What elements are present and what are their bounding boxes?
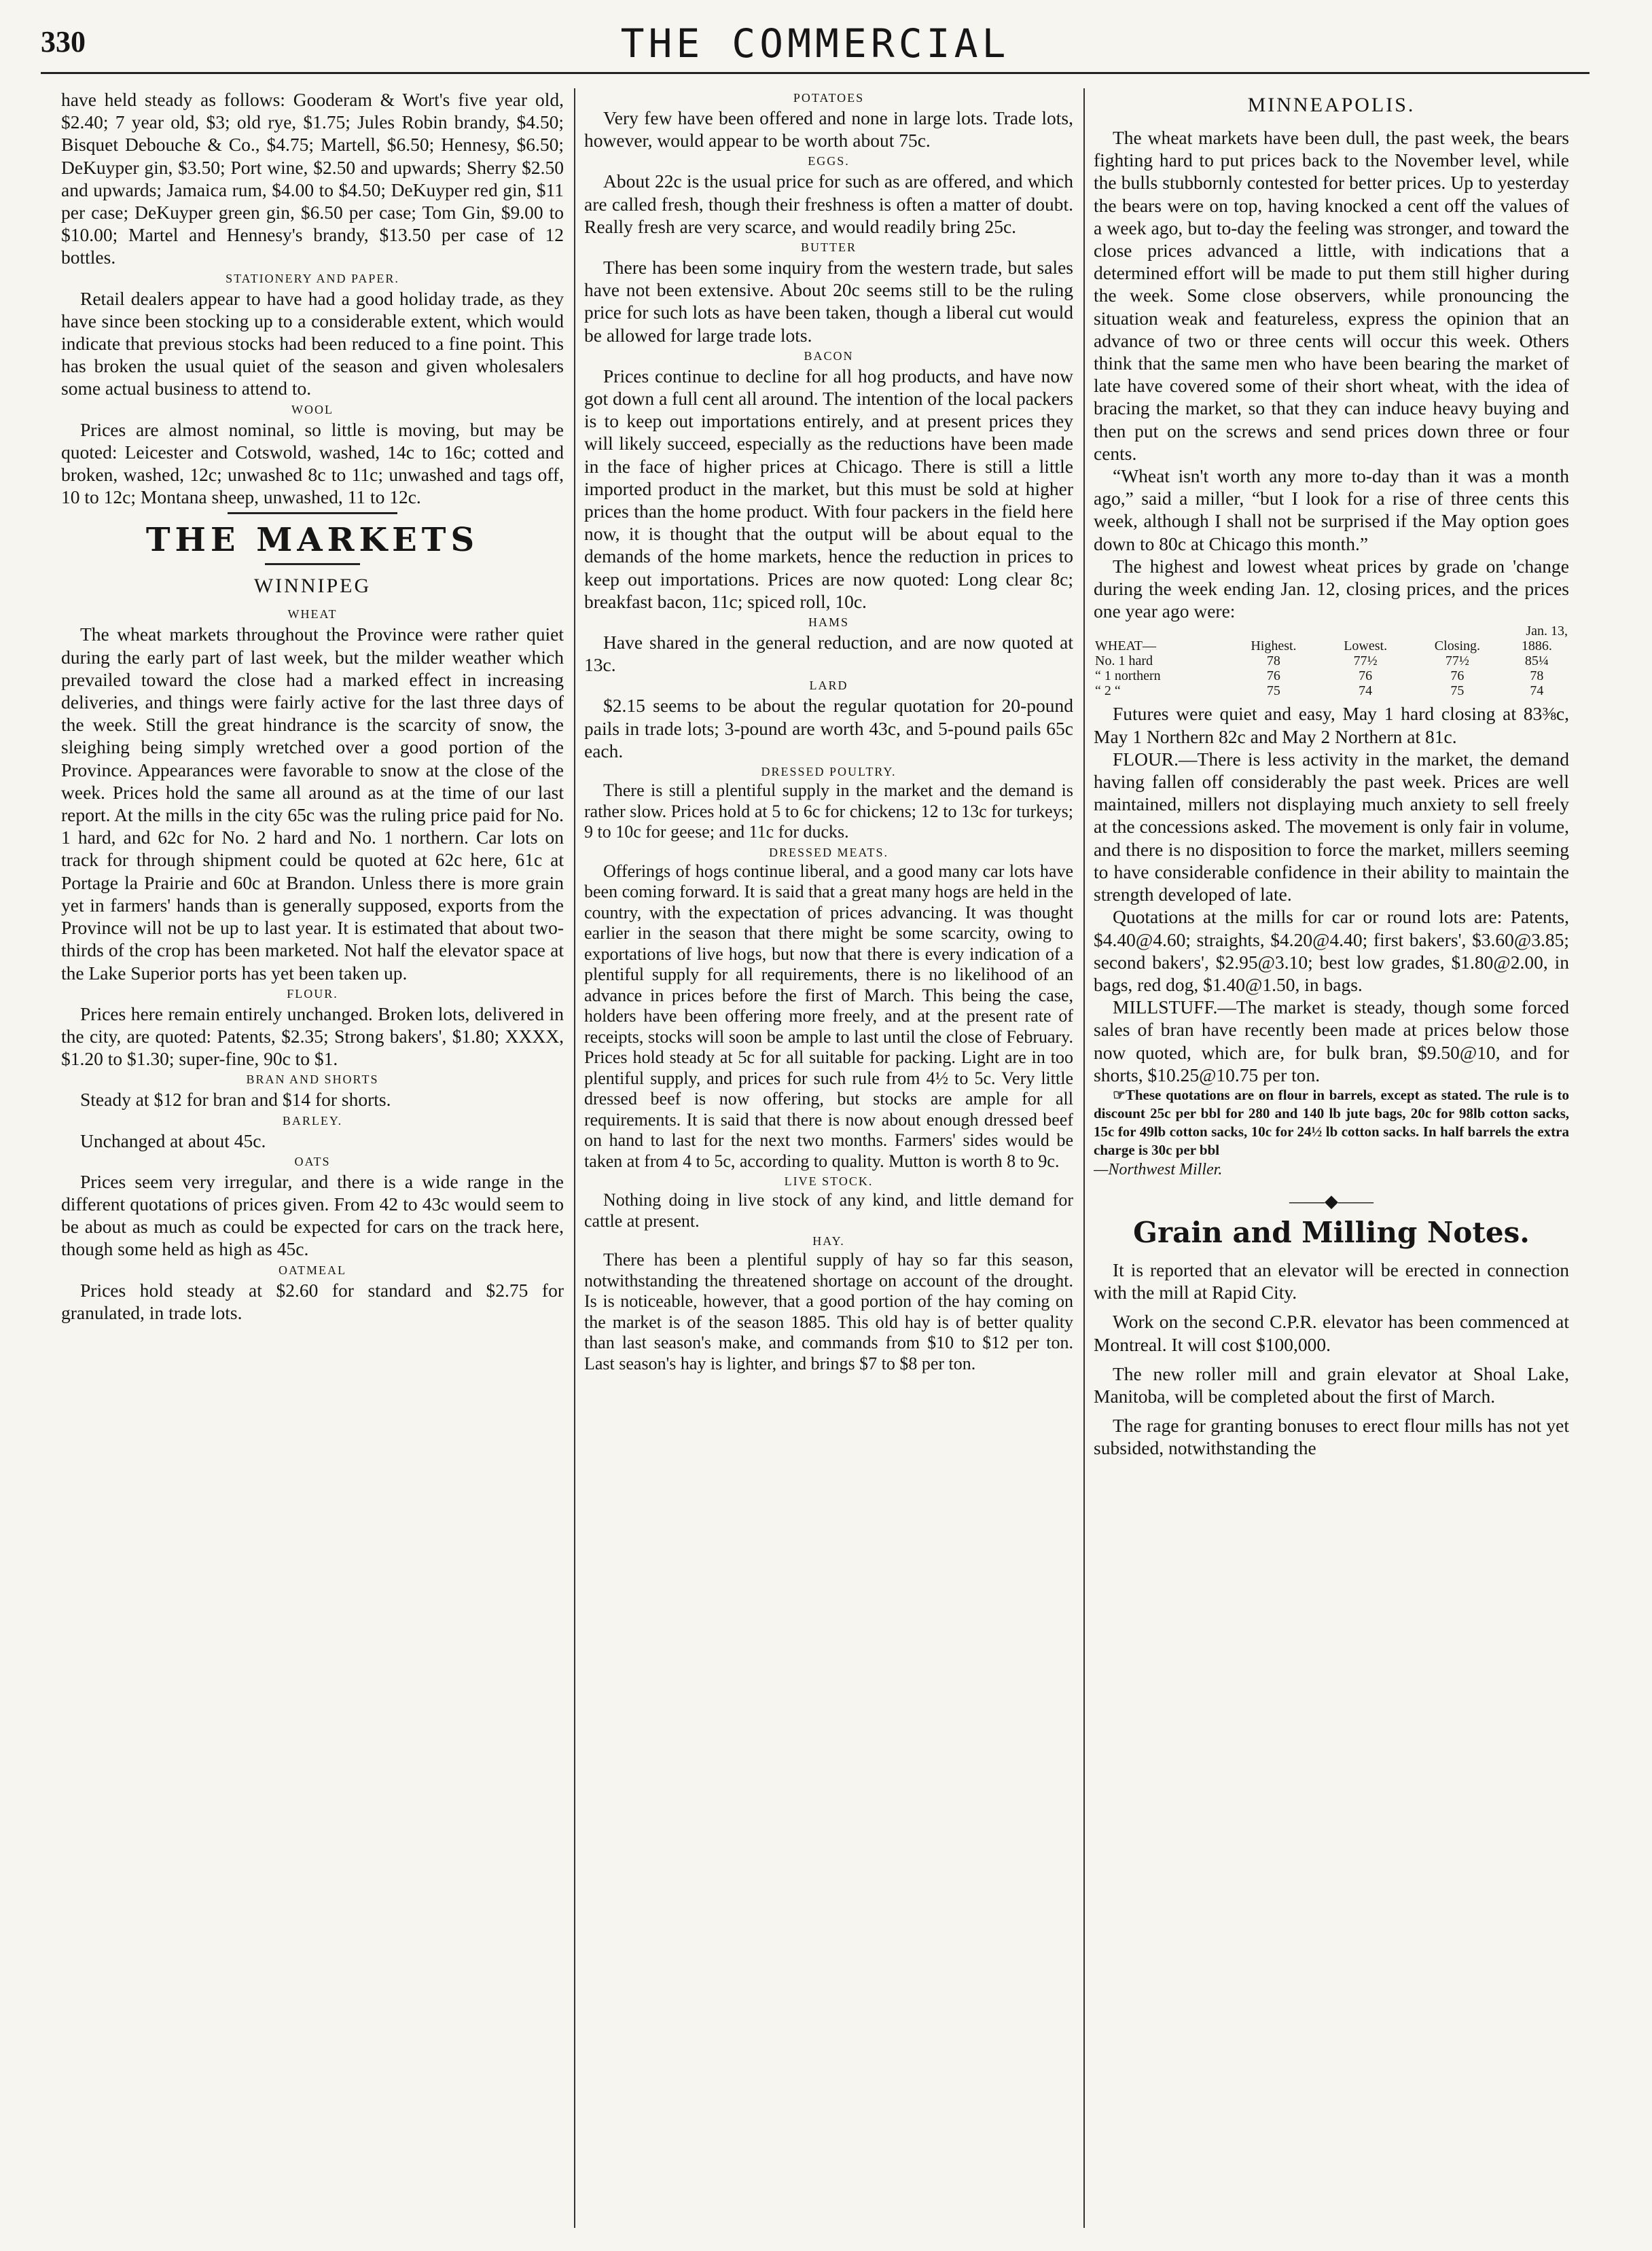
section-heading-bacon: BACON [804,348,854,363]
eggs-paragraph: About 22c is the usual price for such as are offered, and which are called fresh, though their freshness is often a matter of doubt. Really fresh are very scarce, and would readily bring 25c. [584,170,1073,237]
miller-quote-paragraph: “Wheat isn't worth any more to-day than it was a month ago,” said a miller, “but I look for a rise of three cents this week, although I shall not be surprised if the May option goes down to 80c at Chicago this month.” [1094,465,1569,554]
table-header-cell: WHEAT— [1095,638,1156,654]
bran-paragraph: Steady at $12 for bran and $14 for shorts. [80,1089,391,1111]
section-heading-oats: OATS [294,1154,331,1168]
section-heading-potatoes: POTATOES [793,91,865,105]
column-divider [1083,88,1085,2228]
section-rule [228,512,397,514]
column-3 [1094,88,1569,2241]
table-date: Jan. 13, [1526,624,1568,639]
liquor-prices-paragraph: have held steady as follows: Gooderam & Wort's five year old, $2.40; 7 year old, $3; old rye, $1.75; Jules Robin brandy, $4.50; Bisquet Debouche & Co., $4.75; Martell, $6.50; Hennesy, $6.50; DeKuyper gin, $3.50; Port wine, $2.50 and upwards; Sherry $2.50 and upwards; Jamaica rum, $4.00 to $4.50; DeKuyper red gin, $11 per case; DeKuyper green gin, $6.50 per case; Tom Gin, $9.00 to $10.00; Martel and Hennesy's brandy, $13.50 per case of 12 bottles. [61,89,564,268]
millstuff-paragraph: MILLSTUFF.—The market is steady, though some forced sales of bran have recently been made at prices below those now quoted, which are, for bulk bran, $9.50@10, and for shorts, $10.25@10.75 per ton. [1094,996,1569,1085]
table-cell: 76 [1266,668,1280,684]
table-cell: 77½ [1353,653,1378,669]
oats-paragraph: Prices seem very irregular, and there is a wide range in the different quotations of prices given. From 42 to 43c would seem to be about as much as could be expected for cars on the track here, though some held as high as 45c. [61,1170,564,1260]
section-heading-stationery: STATIONERY AND PAPER. [226,271,399,285]
page-header [41,20,1590,67]
table-cell: 85¼ [1524,653,1549,669]
table-row [1094,668,1569,683]
table-cell: 74 [1359,683,1373,699]
table-cell: No. 1 hard [1095,653,1153,669]
table-header-cell: 1886. [1521,638,1552,654]
table-header-cell: Lowest. [1344,638,1388,654]
poultry-paragraph: There is still a plentiful supply in the market and the demand is rather slow. Prices hold at 5 to 6c for chickens; 12 to 13c for turkeys; 9 to 10c for geese; and 11c for ducks. [584,780,1073,842]
barley-paragraph: Unchanged at about 45c. [80,1130,266,1151]
table-cell: 78 [1530,668,1544,684]
table-cell: 75 [1266,683,1280,699]
quotations-paragraph: Quotations at the mills for car or round lots are: Patents, $4.40@4.60; straights, $4.20@4.40; first bakers', $3.60@3.85; second bakers', $2.95@3.10; best low grades, $1.80@2.00, in bags, red dog, $1.40@1.50, in bags. [1094,906,1569,995]
table-date-row [1094,624,1569,638]
minneapolis-wheat-paragraph: The wheat markets have been dull, the past week, the bears fighting hard to put prices back to the November level, while the bulls stubbornly contested for better prices. Up to yesterday the bears were on top, having knocked a cent off the values of a week ago, but to-day the feeling was stronger, and toward the close prices advanced a little, with indications that a determined effort will be made to put them still higher during the week. Some close observers, while pronouncing the situation weak and featureless, express the opinion that an advance of two or three cents will occur this week. Others think that the same men who have been bearing the market of late have covered some of their short wheat, with the idea of bracing the market, so that they can induce heavy buying and then put on the screws and send prices down three or four cents. [1094,127,1569,464]
grain-note: The new roller mill and grain elevator at Shoal Lake, Manitoba, will be completed about the first of March. [1094,1363,1569,1407]
column-1 [61,88,564,2241]
column-2 [584,88,1073,2241]
table-cell: 78 [1266,653,1280,669]
table-cell: 76 [1359,668,1373,684]
masthead-title: THE COMMERCIAL [620,20,1010,67]
section-heading-hay: HAY. [812,1234,845,1248]
city-heading-minneapolis: MINNEAPOLIS. [1247,94,1416,116]
markets-title: THE MARKETS [145,521,480,560]
source-credit: —Northwest Miller. [1094,1160,1223,1178]
title-rule [265,563,360,565]
section-heading-wool: WOOL [291,402,334,416]
section-heading-hams: HAMS [808,615,849,630]
table-cell: “ 1 northern [1095,668,1161,684]
table-cell: 76 [1450,668,1465,684]
table-header-cell: Highest. [1251,638,1297,654]
wheat-paragraph: The wheat markets throughout the Province were rather quiet during the early part of last week, but the milder weather which prevailed toward the close had a marked effect in increasing deliveries, and things were fairly active for the last three days of the week. Still the great hindrance is the scarcity of snow, the sleighing being simply wretched over a good portion of the Province. Appearances were favorable to snow at the close of the week. Prices hold the same all around as at the time of our last report. At the mills in the city 65c was the ruling price paid for No. 1 hard, and 62c for No. 2 hard and No. 1 northern. Car lots on track for through shipment could be quoted at 62c here, 61c at Portage la Prairie and 60c at Brandon. Unless there is more grain yet in farmers' hands than is generally supposed, exports from the Province will not be up to last year. It is estimated that about two-thirds of the crop has been marketed. Not half the elevator space at the Lake Superior ports has yet been taken up. [61,624,564,984]
section-heading-meats: DRESSED MEATS. [768,845,889,859]
stationery-paragraph: Retail dealers appear to have had a good holiday trade, as they have since been stocking up to a considerable extent, which would indicate that previous stocks had been reduced to a fine point. This has broken the usual quiet of the season and given wholesalers some actual business to attend to. [61,287,564,399]
city-heading-winnipeg: WINNIPEG [253,575,372,598]
section-heading-poultry: DRESSED POULTRY. [761,765,897,779]
potatoes-paragraph: Very few have been offered and none in large lots. Trade lots, however, would appear to be worth about 75c. [584,107,1073,151]
table-row [1094,683,1569,698]
livestock-paragraph: Nothing doing in live stock of any kind, and little demand for cattle at present. [584,1190,1073,1231]
header-rule [41,72,1590,74]
wool-paragraph: Prices are almost nominal, so little is moving, but may be quoted: Leicester and Cotswold, washed, 14c to 16c; cotted and broken, washed, 12c; unwashed 8c to 11c; unwashed and tags off, 10 to 12c; Montana sheep, unwashed, 11 to 12c. [61,418,564,508]
wheat-price-table [1094,624,1569,698]
hams-paragraph: Have shared in the general reduction, and are now quoted at 13c. [584,632,1073,676]
prices-intro-paragraph: The highest and lowest wheat prices by grade on 'change during the week ending Jan. 12, closing prices, and the prices one year ago were: [1094,555,1569,622]
table-header-row [1094,638,1569,653]
table-cell: 74 [1530,683,1544,699]
oatmeal-paragraph: Prices hold steady at $2.60 for standard and $2.75 for granulated, in trade lots. [61,1279,564,1323]
section-heading-oatmeal: OATMEAL [279,1263,346,1277]
meats-paragraph: Offerings of hogs continue liberal, and a good many car lots have been coming forward. It is said that a great many hogs are held in the country, with the expectation of prices advancing. It was thought earlier in the season that there might be some scarcity, owing to exportations of live hogs, but now that there is every indication of a plentiful supply for all requirements, there is no likelihood of an advance in prices before the first of March. This being the case, holders have been offering more freely, and at the present rate of receipts, stocks will soon be ample to last until the close of February. Prices hold steady at 5c for all suitable for packing. Light are in too plentiful supply, and prices for such rule from 4½ to 5c. Very little dressed beef is now offering, but stocks are ample for all requirements. It is said that there is now about enough dressed beef on hand to last for the next two months. Farmers' sides would be taken at from 4 to 5c, according to quality. Mutton is worth 8 to 9c. [584,861,1073,1171]
grain-note: Work on the second C.P.R. elevator has been commenced at Montreal. It will cost $100,000. [1094,1311,1569,1355]
futures-paragraph: Futures were quiet and easy, May 1 hard closing at 83⅜c, May 1 Northern 82c and May 2 Northern at 81c. [1094,703,1569,747]
table-row [1094,653,1569,668]
table-cell: 77½ [1445,653,1469,669]
section-heading-livestock: LIVE STOCK. [784,1174,874,1189]
lard-paragraph: $2.15 seems to be about the regular quotation for 20-pound pails in trade lots; 3-pound are worth 43c, and 5-pound pails 65c each. [584,695,1073,761]
section-heading-flour: FLOUR. [287,986,338,1001]
butter-paragraph: There has been some inquiry from the western trade, but sales have not been extensive. About 20c seems still to be the ruling price for such lots as have been taken, though a liberal cut would be allowed for large trade lots. [584,257,1073,346]
hay-paragraph: There has been a plentiful supply of hay so far this season, notwithstanding the threatened shortage on account of the drought. Is is noticeable, however, that a good portion of the hay coming on the market is of the season 1885. This old hay is of better quality than last season's make, and commands from $10 to $12 per ton. Last season's hay is lighter, and brings $7 to $8 per ton. [584,1250,1073,1373]
grain-note: It is reported that an elevator will be erected in connection with the mill at Rapid City. [1094,1259,1569,1303]
grain-notes-title: Grain and Milling Notes. [1133,1215,1530,1249]
section-heading-butter: BUTTER [801,240,857,255]
table-header-cell: Closing. [1434,638,1481,654]
section-heading-wheat: WHEAT [287,607,338,622]
flour-market-paragraph: FLOUR.—There is less activity in the market, the demand having fallen off considerably the past week. Prices are well maintained, millers not displaying much anxiety to sell freely at the concessions asked. The movement is only fair in volume, and there is no disposition to force the market, millers seeming to have considerable confidence in their ability to maintain the strength developed of late. [1094,748,1569,905]
bacon-paragraph: Prices continue to decline for all hog products, and have now got down a full cent all around. The intention of the local packers is to keep out importations entirely, and at present prices they will likely succeed, especially as the reductions have been made in the face of higher prices at Chicago. There is still a little imported product in the market, but this must be sold at higher prices than the home product. With four packers in the field here now, it is thought that the output will be about equal to the demands of the home markets, hence the reduction in prices to keep out importations. Prices are now quoted: Long clear 8c; breakfast bacon, 11c; spiced roll, 10c. [584,365,1073,612]
flour-note: ☞These quotations are on flour in barrels, except as stated. The rule is to discount 25c per bbl for 280 and 140 lb jute bags, 20c for 98lb cotton sacks, 15c for 49lb cotton sacks, 10c for 24½ lb cotton sacks. In half barrels the extra charge is 30c per bbl [1094,1086,1569,1158]
ornament-divider: ——◆—— [1289,1191,1373,1211]
flour-paragraph: Prices here remain entirely unchanged. Broken lots, delivered in the city, are quoted: Patents, $2.35; Strong bakers', $1.80; XXXX, $1.20 to $1.30; super-fine, 90c to $1. [61,1003,564,1070]
table-cell: 75 [1450,683,1465,699]
column-divider [574,88,575,2228]
section-heading-barley: BARLEY. [282,1113,343,1128]
table-cell: “ 2 “ [1095,683,1121,699]
section-heading-eggs: EGGS. [808,154,850,168]
section-heading-bran: BRAN AND SHORTS [246,1073,379,1087]
page-number: 330 [41,25,86,58]
grain-note: The rage for granting bonuses to erect flour mills has not yet subsided, notwithstanding the [1094,1415,1569,1459]
section-heading-lard: LARD [809,679,848,693]
